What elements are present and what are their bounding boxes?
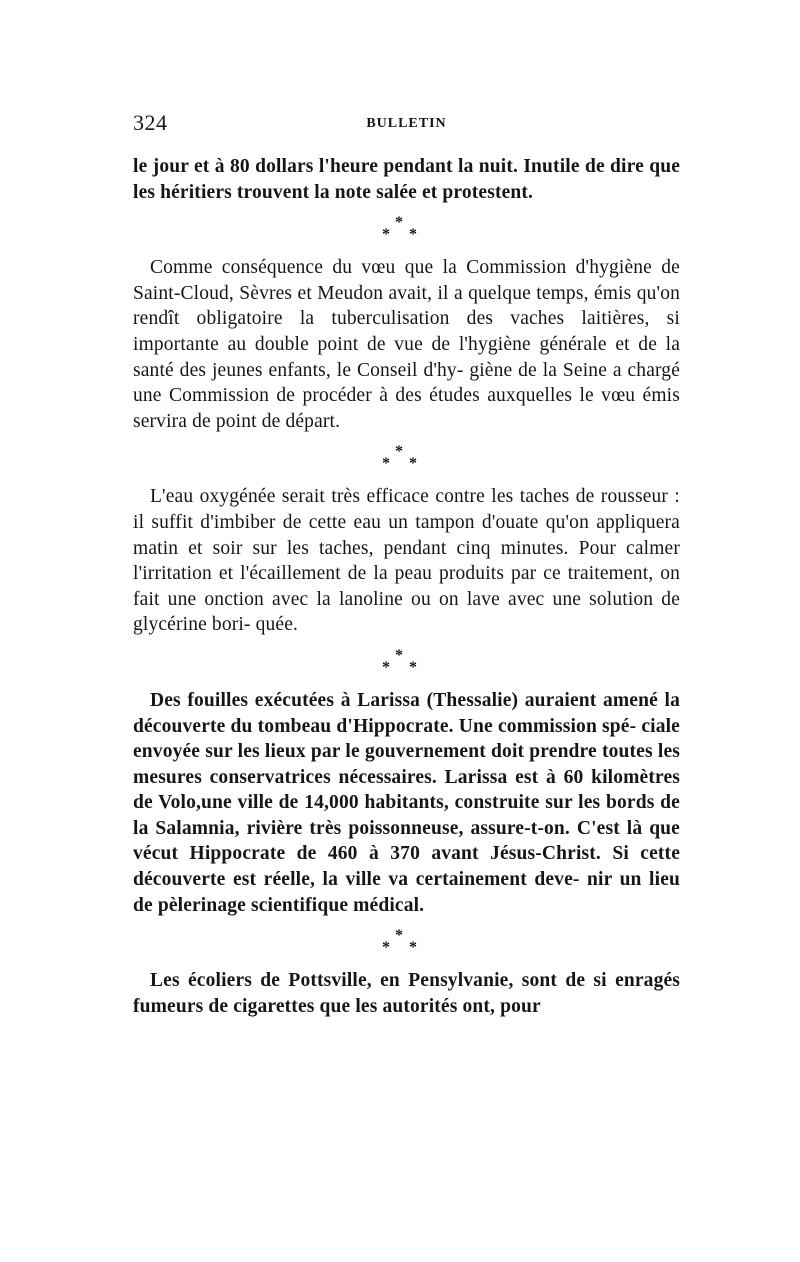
page-number: 324 <box>133 110 168 135</box>
text-line: Les écoliers de Pottsville, en Pensylvanie, sont de si <box>150 970 607 992</box>
text-line: cinq minutes. Pour calmer l'irritation et l'écaillement de <box>133 537 680 585</box>
text-line: nir un lieu de pèlerinage scientifique médical. <box>133 869 680 916</box>
asterisk-mark: * <box>382 939 390 957</box>
text-line: les bords de la Salamnia, rivière très poissonneuse, assure-t-on. <box>133 792 680 839</box>
text-line: le jour et à 80 dollars l'heure pendant la nuit. Inutile de dire <box>133 156 644 177</box>
asterisk-mark: * <box>382 226 390 244</box>
asterisk-mark: * <box>409 658 417 676</box>
text-line: la peau produits par ce traitement, on fait une onction avec <box>133 563 680 610</box>
text-line: la découverte du tombeau d'Hippocrate. Une commission spé- <box>133 689 680 737</box>
asterisk-mark: * <box>395 646 403 664</box>
text-line: quée. <box>255 614 299 636</box>
asterism-separator <box>133 918 680 968</box>
text-line: départ. <box>285 410 341 432</box>
text-line: Comme conséquence du vœu que la Commission d'hygiène <box>150 257 652 279</box>
asterism-separator <box>133 434 680 484</box>
text-line: émis qu'on rendît obligatoire la tuberculisation des vaches <box>133 282 681 330</box>
paragraph-4 <box>133 688 680 918</box>
text-line: à des études auxquelles le vœu émis servira de point de <box>133 385 680 432</box>
text-line: de Saint-Cloud, Sèvres et Meudon avait, il a quelque temps, <box>133 257 680 304</box>
paragraph-5 <box>133 968 680 1019</box>
text-line: toutes les mesures conservatrices nécessaires. Larissa est à <box>133 741 680 788</box>
text-line: Des fouilles exécutées à Larissa (Thessalie) auraient amené <box>150 689 658 711</box>
paragraph-1 <box>133 154 680 205</box>
text-line: L'eau oxygénée serait très efficace contre les taches de <box>150 486 595 508</box>
asterisk-mark: * <box>409 455 417 473</box>
text-line: générale et de la santé des jeunes enfants, le Conseil d'hy- <box>133 333 681 381</box>
paragraph-2 <box>133 255 680 434</box>
asterisk-mark: * <box>395 214 403 232</box>
text-line: ciale envoyée sur les lieux par le gouvernement doit prendre <box>133 715 680 763</box>
paragraph-3 <box>133 484 680 638</box>
text-line: la lanoline ou on lave avec une solution de glycérine bori- <box>133 588 681 636</box>
text-line: C'est là que vécut Hippocrate de 460 à 370 avant Jésus-Christ. <box>133 817 680 865</box>
asterisk-mark: * <box>409 939 417 957</box>
text-line: giène de la Seine a chargé une Commission de procéder <box>133 359 681 407</box>
text-line: que les héritiers trouvent la note salée et protestent. <box>133 156 680 203</box>
text-line: rousseur : il suffit d'imbiber de cette eau un tampon d'ouate <box>133 486 680 533</box>
asterisk-mark: * <box>409 226 417 244</box>
text-line: 60 kilomètres de Volo,une ville de 14,000 habitants, construite sur <box>133 766 680 814</box>
text-line: qu'on appliquera matin et soir sur les taches, pendant <box>133 511 680 559</box>
body-text <box>133 154 680 1019</box>
asterisk-mark: * <box>382 455 390 473</box>
asterisk-mark: * <box>382 658 390 676</box>
text-line: Si cette découverte est réelle, la ville va certainement deve- <box>133 843 681 891</box>
asterisk-mark: * <box>395 927 403 945</box>
asterism-separator <box>133 638 680 688</box>
text-line: enragés fumeurs de cigarettes que les autorités ont, pour <box>133 970 681 1017</box>
asterism-separator <box>133 205 680 255</box>
page-header <box>133 110 680 140</box>
running-head: BULLETIN <box>366 116 447 131</box>
text-line: laitières, si importante au double point de vue de l'hygiène <box>133 308 680 355</box>
asterisk-mark: * <box>395 443 403 461</box>
